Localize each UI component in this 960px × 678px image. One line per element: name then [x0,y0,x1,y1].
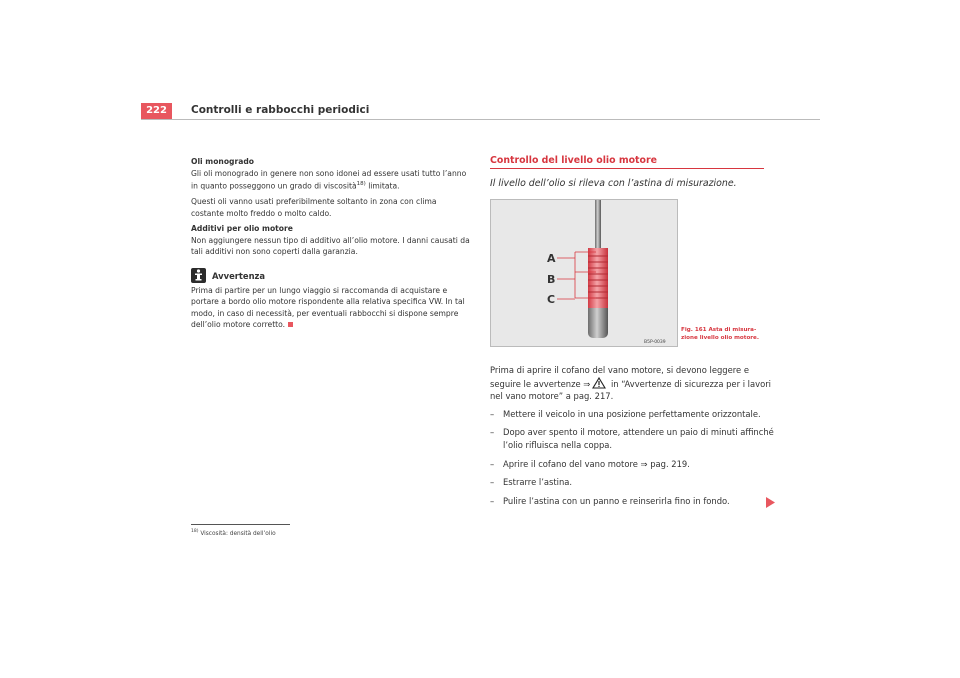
oli-monogrado-heading: Oli monogrado [191,157,255,166]
section-intro: Il livello dell’olio si rileva con l’astina di misurazione. [490,178,737,189]
oli-monogrado-paragraph-1 [191,168,471,193]
footnote-rule [191,524,290,525]
text-run: limitata. [365,181,400,191]
left-column [191,156,471,335]
step-dash: – [490,427,495,438]
step-item [490,458,775,471]
note-header [191,268,471,283]
footnote [191,529,276,537]
warning-triangle-icon [592,377,606,389]
step-text: Estrarre l’astina. [503,477,573,488]
footnote-mark: 18) [191,529,199,534]
header-rule [141,119,820,120]
section-title: Controllo del livello olio motore [490,155,764,169]
callout-b: B [547,273,556,286]
footnote-text: Viscosità: densità dell’olio [200,530,276,537]
callout-c: C [547,293,556,306]
note-paragraph [191,285,471,331]
end-of-section-icon [288,322,293,327]
text-run: Prima di partire per un lungo viaggio si raccomanda di acquistare e portare a bordo olio motore rispondente alla relativa specifica VW. In tal modo, in caso di necessità, per eventuali rabbocchi si dispone sempre dell’olio motore corretto. [191,285,465,330]
step-dash: – [490,495,495,506]
step-item [490,426,775,451]
step-dash: – [490,408,495,419]
step-text: Pulire l’astina con un panno e reinserirla fino in fondo. [503,495,730,506]
oli-monogrado-paragraph-2: Questi oli vanno usati preferibilmente soltanto in zona con clima costante molto freddo o molto caldo. [191,197,437,218]
text-run: in “Avvertenze di sicurezza per i lavori nel vano motore” a pag. 217. [490,378,771,402]
step-text: Aprire il cofano del vano motore ⇒ pag. 219. [503,458,690,469]
step-text: Dopo aver spento il motore, attendere un paio di minuti affinché l’olio rifluisca nella coppa. [503,427,774,450]
step-item [490,408,775,421]
step-item [490,495,775,508]
running-title: Controlli e rabbocchi periodici [191,104,370,116]
note-icon [191,268,206,283]
step-text: Mettere il veicolo in una posizione perfettamente orizzontale. [503,408,761,419]
footnote-ref: 18) [356,181,366,187]
dipstick-illustration [491,200,677,346]
callout-a: A [547,252,556,265]
figure-code: B5P-0039 [644,340,666,345]
step-dash: – [490,477,495,488]
safety-paragraph [490,364,775,403]
text-run: Gli oli monogrado in genere non sono idonei ad essere usati tutto l’anno in quanto posseggono un grado di viscosità [191,168,467,191]
page-number: 222 [141,103,172,119]
right-column [490,364,775,513]
note-label: Avvertenza [212,271,266,282]
step-item [490,476,775,489]
dipstick-figure [490,199,678,347]
figure-caption: Fig. 161 Asta di misura-zione livello olio motore. [681,327,759,341]
step-dash: – [490,458,495,469]
next-page-arrow-icon[interactable] [766,497,775,508]
text-run: Prima di aprire il cofano del vano motore, si devono leggere e seguire le avvertenze ⇒ [490,365,749,389]
additivi-paragraph: Non aggiungere nessun tipo di additivo all’olio motore. I danni causati da tali additivi non sono coperti dalla garanzia. [191,235,470,257]
additivi-heading: Additivi per olio motore [191,224,293,234]
